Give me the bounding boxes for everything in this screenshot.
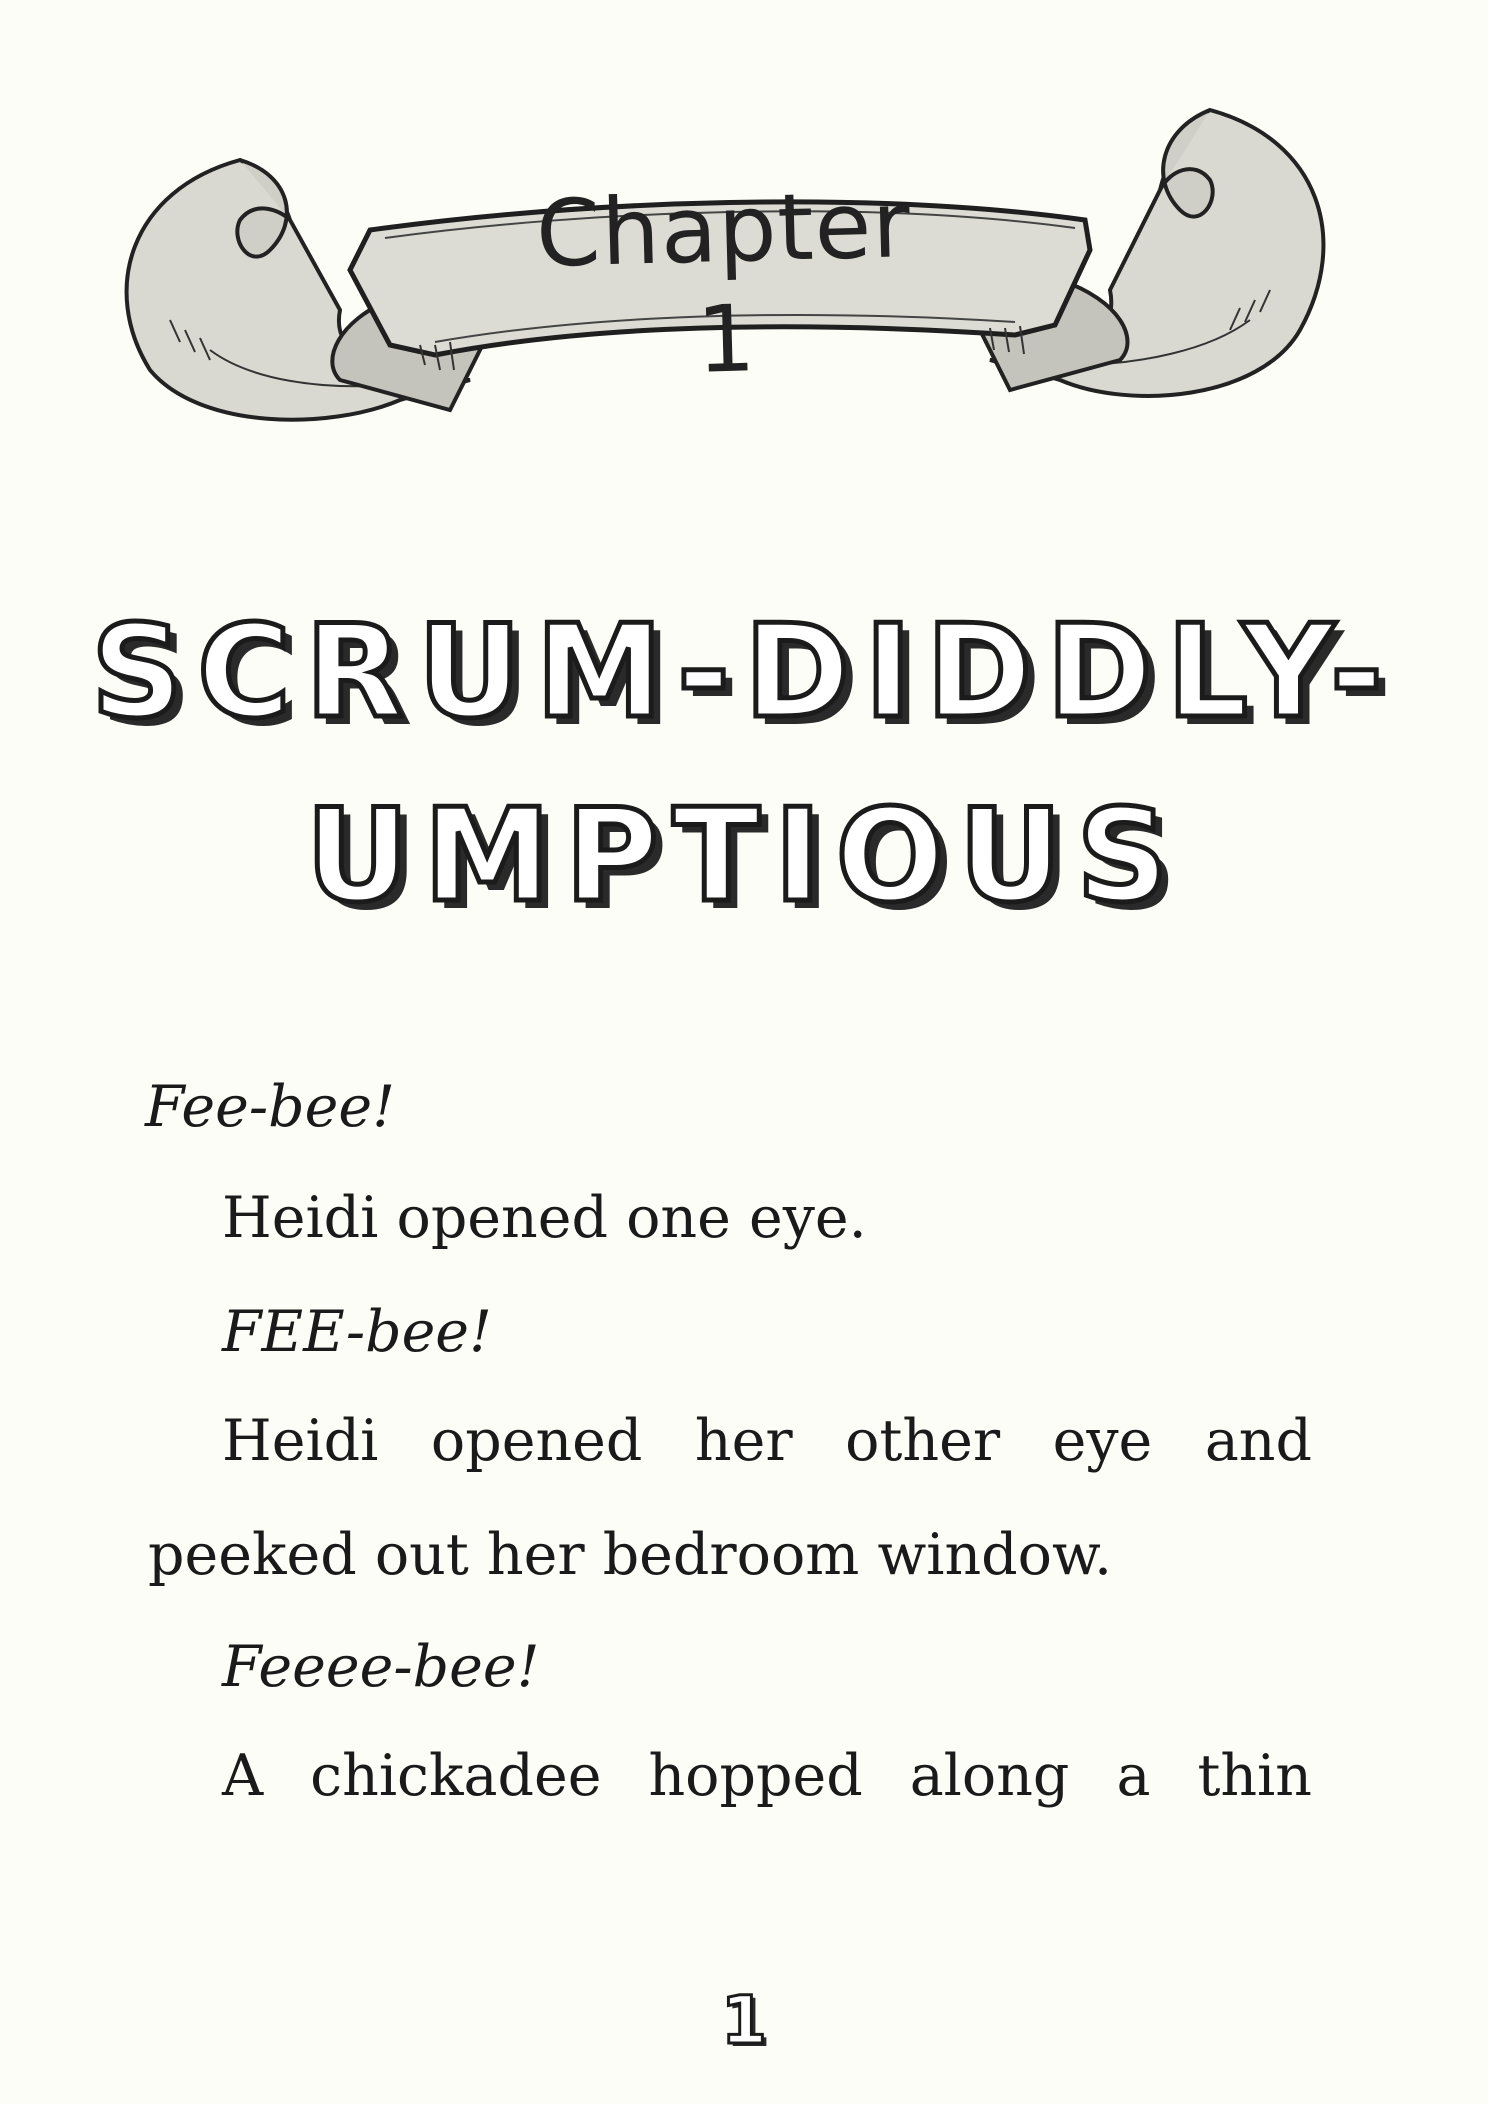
paragraph-fee-bee-caps: FEE-bee!	[222, 1299, 492, 1365]
paragraph-chickadee-line: A chickadee hopped along a thin	[222, 1743, 1312, 1809]
chapter-banner	[90, 80, 1360, 460]
paragraph-other-eye-line: Heidi opened her other eye and	[222, 1408, 1312, 1474]
paragraph-fee-bee: Fee-bee!	[145, 1074, 396, 1140]
chapter-title-line-2: UMPTIOUS	[305, 782, 1183, 931]
chapter-label: Chapter 1	[534, 171, 913, 394]
paragraph-opened-one-eye: Heidi opened one eye.	[222, 1185, 867, 1251]
paragraph-bedroom-window-line: peeked out her bedroom window.	[148, 1522, 1113, 1588]
page-number: 1	[721, 1982, 767, 2059]
paragraph-feeee-bee: Feeee-bee!	[222, 1634, 540, 1700]
chapter-title-line-1: SCRUM-DIDDLY-	[90, 598, 1398, 747]
